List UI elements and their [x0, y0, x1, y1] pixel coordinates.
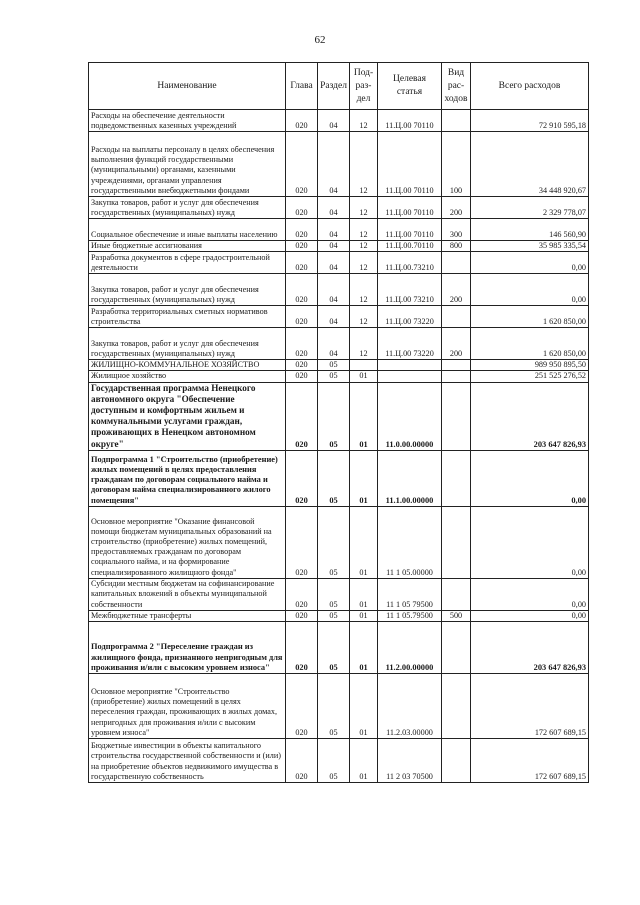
cell-podrazdel: 12: [350, 219, 378, 241]
cell-vid: [442, 382, 471, 450]
cell-vid: 200: [442, 328, 471, 360]
cell-total: 72 910 595,18: [471, 110, 589, 132]
cell-glava: 020: [286, 371, 318, 382]
cell-vid: [442, 622, 471, 674]
cell-total: 203 647 826,93: [471, 622, 589, 674]
cell-vid: [442, 578, 471, 610]
page-number: 62: [314, 34, 326, 46]
cell-name: Межбюджетные трансферты: [89, 610, 286, 621]
cell-podrazdel: 01: [350, 371, 378, 382]
cell-vid: [442, 371, 471, 382]
cell-cel: 11 1 05 79500: [378, 578, 442, 610]
cell-podrazdel: 01: [350, 450, 378, 506]
cell-total: 0,00: [471, 274, 589, 306]
cell-cel: 11.Ц.00 70110: [378, 219, 442, 241]
cell-glava: 020: [286, 274, 318, 306]
table-row: [89, 382, 589, 450]
cell-vid: 200: [442, 274, 471, 306]
cell-name: Расходы на обеспечение деятельности подведомственных казенных учреждений: [89, 110, 286, 132]
table-row: [89, 110, 589, 132]
cell-vid: [442, 450, 471, 506]
cell-glava: 020: [286, 450, 318, 506]
table-row: [89, 506, 589, 578]
header-vid: Вид рас- ходов: [442, 63, 471, 110]
cell-podrazdel: 12: [350, 197, 378, 219]
cell-name: Подпрограмма 2 "Переселение граждан из жилищного фонда, признанного непригодным для проживания и/или с высоким уровнем износа": [89, 622, 286, 674]
table-row: [89, 622, 589, 674]
cell-razdel: 05: [318, 739, 350, 783]
cell-podrazdel: 12: [350, 274, 378, 306]
cell-total: 1 620 850,00: [471, 306, 589, 328]
cell-razdel: 05: [318, 610, 350, 621]
cell-glava: 020: [286, 506, 318, 578]
cell-razdel: 04: [318, 110, 350, 132]
cell-razdel: 05: [318, 371, 350, 382]
cell-glava: 020: [286, 610, 318, 621]
header-cel: Целевая статья: [378, 63, 442, 110]
cell-podrazdel: 01: [350, 674, 378, 739]
table-row: [89, 328, 589, 360]
table-row: [89, 360, 589, 371]
cell-cel: 11.Ц.00 73220: [378, 328, 442, 360]
cell-vid: 800: [442, 241, 471, 252]
cell-name: Закупка товаров, работ и услуг для обеспечения государственных (муниципальных) нужд: [89, 274, 286, 306]
cell-name: Бюджетные инвестиции в объекты капитального строительства государственной собственности и (или) на приобретение объектов недвижимого имущества в государственную собственность: [89, 739, 286, 783]
cell-glava: 020: [286, 241, 318, 252]
cell-total: 34 448 920,67: [471, 132, 589, 197]
header-razdel: Раздел: [318, 63, 350, 110]
cell-cel: 11 2 03 70500: [378, 739, 442, 783]
cell-name: Иные бюджетные ассигнования: [89, 241, 286, 252]
table-row: [89, 219, 589, 241]
header-total: Всего расходов: [471, 63, 589, 110]
cell-total: 35 985 335,54: [471, 241, 589, 252]
header-name: Наименование: [89, 63, 286, 110]
cell-vid: [442, 252, 471, 274]
cell-cel: 11.1.00.00000: [378, 450, 442, 506]
cell-razdel: 05: [318, 674, 350, 739]
table-row: [89, 306, 589, 328]
cell-name: Подпрограмма 1 "Строительство (приобретение) жилых помещений в целях предоставления гражданам по договорам социального найма и договорам найма специализированного жилого помещения": [89, 450, 286, 506]
cell-podrazdel: [350, 360, 378, 371]
cell-name: Основное мероприятие "Строительство (приобретение) жилых помещений в целях переселения граждан, проживающих в жилых домах, непригодных для проживания и/или с высоким уровнем износа": [89, 674, 286, 739]
cell-razdel: 05: [318, 382, 350, 450]
cell-total: 203 647 826,93: [471, 382, 589, 450]
cell-total: 251 525 276,52: [471, 371, 589, 382]
cell-cel: 11.2.03.00000: [378, 674, 442, 739]
cell-total: 1 620 850,00: [471, 328, 589, 360]
cell-vid: [442, 306, 471, 328]
cell-name: Основное мероприятие "Оказание финансовой помощи бюджетам муниципальных образований на строительство (приобретение) жилых помещений, предоставляемых гражданам по договорам социального найма, и на формирование специализированного жилищного фонда": [89, 506, 286, 578]
cell-vid: [442, 739, 471, 783]
table-row: [89, 371, 589, 382]
cell-name: Закупка товаров, работ и услуг для обеспечения государственных (муниципальных) нужд: [89, 328, 286, 360]
cell-vid: 100: [442, 132, 471, 197]
cell-total: 0,00: [471, 252, 589, 274]
cell-vid: [442, 360, 471, 371]
cell-cel: 11.Ц.00 73210: [378, 274, 442, 306]
cell-total: 2 329 778,07: [471, 197, 589, 219]
cell-cel: 11 1 05.79500: [378, 610, 442, 621]
cell-razdel: 05: [318, 578, 350, 610]
budget-table: [88, 62, 589, 783]
cell-razdel: 04: [318, 219, 350, 241]
cell-podrazdel: 01: [350, 739, 378, 783]
cell-name: Закупка товаров, работ и услуг для обеспечения государственных (муниципальных) нужд: [89, 197, 286, 219]
cell-glava: 020: [286, 328, 318, 360]
cell-vid: 500: [442, 610, 471, 621]
cell-razdel: 05: [318, 360, 350, 371]
cell-name: Жилищное хозяйство: [89, 371, 286, 382]
cell-cel: 11 1 05.00000: [378, 506, 442, 578]
cell-total: 172 607 689,15: [471, 674, 589, 739]
cell-cel: 11.0.00.00000: [378, 382, 442, 450]
table-row: [89, 241, 589, 252]
table-header-row: [89, 63, 589, 110]
cell-cel: 11.2.00.00000: [378, 622, 442, 674]
cell-glava: 020: [286, 739, 318, 783]
cell-total: 0,00: [471, 506, 589, 578]
cell-cel: 11.Ц.00 70110: [378, 110, 442, 132]
cell-name: Разработка документов в сфере градостроительной деятельности: [89, 252, 286, 274]
table-row: [89, 674, 589, 739]
cell-razdel: 04: [318, 252, 350, 274]
cell-cel: [378, 360, 442, 371]
table-body: [89, 110, 589, 783]
cell-glava: 020: [286, 622, 318, 674]
cell-name: Субсидии местным бюджетам на софинансирование капитальных вложений в объекты муниципальной собственности: [89, 578, 286, 610]
cell-total: 146 560,90: [471, 219, 589, 241]
cell-total: 0,00: [471, 450, 589, 506]
cell-glava: 020: [286, 197, 318, 219]
cell-total: 0,00: [471, 578, 589, 610]
header-glava: Глава: [286, 63, 318, 110]
cell-podrazdel: 12: [350, 328, 378, 360]
cell-vid: [442, 674, 471, 739]
cell-vid: [442, 506, 471, 578]
cell-razdel: 04: [318, 197, 350, 219]
cell-name: Разработка территориальных сметных нормативов строительства: [89, 306, 286, 328]
cell-razdel: 04: [318, 306, 350, 328]
cell-glava: 020: [286, 360, 318, 371]
cell-vid: 200: [442, 197, 471, 219]
cell-razdel: 04: [318, 241, 350, 252]
cell-total: 0,00: [471, 610, 589, 621]
cell-podrazdel: 01: [350, 506, 378, 578]
cell-glava: 020: [286, 132, 318, 197]
cell-podrazdel: 01: [350, 382, 378, 450]
cell-podrazdel: 12: [350, 252, 378, 274]
cell-razdel: 05: [318, 506, 350, 578]
cell-total: 172 607 689,15: [471, 739, 589, 783]
cell-podrazdel: 01: [350, 578, 378, 610]
cell-cel: 11.Ц.00 70110: [378, 132, 442, 197]
cell-podrazdel: 12: [350, 110, 378, 132]
cell-name: Расходы на выплаты персоналу в целях обеспечения выполнения функций государственными (муниципальными) органами, казенными учреждениями, органами управления государственными внебюджетными фондами: [89, 132, 286, 197]
cell-cel: 11.Ц.00 70110: [378, 197, 442, 219]
cell-razdel: 04: [318, 132, 350, 197]
cell-glava: 020: [286, 382, 318, 450]
cell-glava: 020: [286, 306, 318, 328]
cell-glava: 020: [286, 110, 318, 132]
cell-name: ЖИЛИЩНО-КОММУНАЛЬНОЕ ХОЗЯЙСТВО: [89, 360, 286, 371]
cell-cel: 11.Ц.00.73210: [378, 252, 442, 274]
cell-podrazdel: 12: [350, 306, 378, 328]
cell-cel: [378, 371, 442, 382]
table-row: [89, 252, 589, 274]
table-row: [89, 610, 589, 621]
cell-podrazdel: 12: [350, 241, 378, 252]
table-row: [89, 197, 589, 219]
cell-name: Социальное обеспечение и иные выплаты населению: [89, 219, 286, 241]
cell-podrazdel: 12: [350, 132, 378, 197]
cell-total: 989 950 895,50: [471, 360, 589, 371]
table-row: [89, 578, 589, 610]
cell-cel: 11.Ц.00.70110: [378, 241, 442, 252]
table-row: [89, 132, 589, 197]
table-row: [89, 739, 589, 783]
cell-vid: 300: [442, 219, 471, 241]
cell-razdel: 05: [318, 450, 350, 506]
header-podrazdel: Под- раз- дел: [350, 63, 378, 110]
cell-glava: 020: [286, 252, 318, 274]
cell-cel: 11.Ц.00 73220: [378, 306, 442, 328]
cell-glava: 020: [286, 219, 318, 241]
cell-vid: [442, 110, 471, 132]
cell-name: Государственная программа Ненецкого автономного округа "Обеспечение доступным и комфортным жильем и коммунальными услугами граждан, проживающих в Ненецком автономном округе": [89, 382, 286, 450]
cell-podrazdel: 01: [350, 610, 378, 621]
cell-podrazdel: 01: [350, 622, 378, 674]
table-row: [89, 274, 589, 306]
cell-razdel: 04: [318, 328, 350, 360]
cell-razdel: 04: [318, 274, 350, 306]
cell-razdel: 05: [318, 622, 350, 674]
cell-glava: 020: [286, 674, 318, 739]
cell-glava: 020: [286, 578, 318, 610]
table-row: [89, 450, 589, 506]
